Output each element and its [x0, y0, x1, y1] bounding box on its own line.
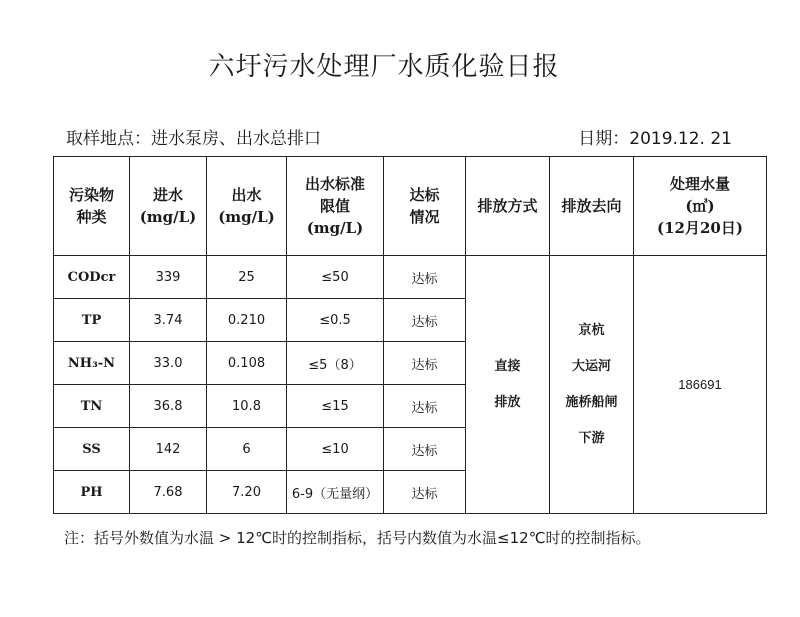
status-cell: 达标 — [384, 428, 466, 471]
discharge-method-cell: 直接 排放 — [466, 256, 550, 514]
header-limit: 出水标准 限值 (mg/L) — [287, 157, 384, 256]
effluent-cell: 25 — [207, 256, 287, 299]
header-discharge-destination: 排放去向 — [550, 157, 634, 256]
influent-cell: 36.8 — [130, 385, 207, 428]
header-effluent: 出水 (mg/L) — [207, 157, 287, 256]
header-compliance: 达标 情况 — [384, 157, 466, 256]
effluent-cell: 0.108 — [207, 342, 287, 385]
limit-cell: 6-9（无量纲） — [287, 471, 384, 514]
status-cell: 达标 — [384, 471, 466, 514]
header-volume: 处理水量 (㎥) (12月20日) — [634, 157, 767, 256]
status-cell: 达标 — [384, 256, 466, 299]
effluent-cell: 7.20 — [207, 471, 287, 514]
pollutant-cell: NH₃-N — [54, 342, 130, 385]
pollutant-cell: CODcr — [54, 256, 130, 299]
status-cell: 达标 — [384, 342, 466, 385]
pollutant-cell: SS — [54, 428, 130, 471]
limit-cell: ≤10 — [287, 428, 384, 471]
limit-cell: ≤15 — [287, 385, 384, 428]
effluent-cell: 6 — [207, 428, 287, 471]
treated-volume-cell: 186691 — [634, 256, 767, 514]
discharge-destination-cell: 京杭 大运河 施桥船闸 下游 — [550, 256, 634, 514]
water-quality-table — [53, 156, 767, 514]
limit-cell: ≤0.5 — [287, 299, 384, 342]
pollutant-cell: TP — [54, 299, 130, 342]
effluent-cell: 10.8 — [207, 385, 287, 428]
header-discharge-method: 排放方式 — [466, 157, 550, 256]
influent-cell: 33.0 — [130, 342, 207, 385]
report-date: 日期：2019.12. 21 — [578, 129, 732, 149]
limit-cell: ≤5（8） — [287, 342, 384, 385]
status-cell: 达标 — [384, 385, 466, 428]
influent-cell: 3.74 — [130, 299, 207, 342]
influent-cell: 339 — [130, 256, 207, 299]
limit-cell: ≤50 — [287, 256, 384, 299]
report-title: 六圩污水处理厂水质化验日报 — [208, 52, 560, 82]
header-influent: 进水 (mg/L) — [130, 157, 207, 256]
header-row — [54, 157, 767, 256]
table-row — [54, 256, 767, 299]
footnote: 注：括号外数值为水温 > 12℃时的控制指标，括号内数值为水温≤12℃时的控制指标。 — [64, 529, 651, 547]
status-cell: 达标 — [384, 299, 466, 342]
pollutant-cell: PH — [54, 471, 130, 514]
influent-cell: 142 — [130, 428, 207, 471]
header-pollutant: 污染物 种类 — [54, 157, 130, 256]
effluent-cell: 0.210 — [207, 299, 287, 342]
pollutant-cell: TN — [54, 385, 130, 428]
sampling-location: 取样地点：进水泵房、出水总排口 — [66, 129, 321, 149]
influent-cell: 7.68 — [130, 471, 207, 514]
